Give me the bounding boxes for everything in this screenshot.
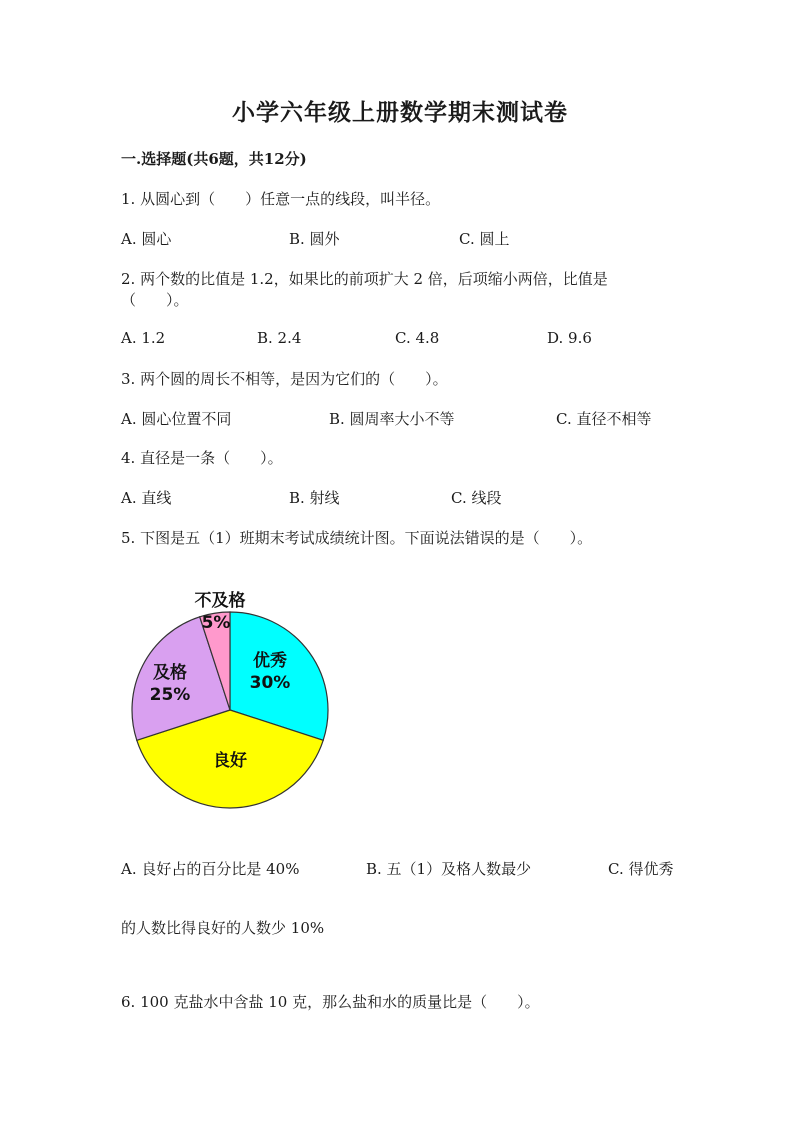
question-5: 5. 下图是五（1）班期末考试成绩统计图。下面说法错误的是（ ）。 xyxy=(121,529,593,547)
pie-label-3: 不及格 xyxy=(194,591,246,611)
q2-option-a: A. 1.2 xyxy=(121,329,166,347)
q5-option-c-cont: 的人数比得良好的人数少 10% xyxy=(121,919,325,937)
q1-option-a: A. 圆心 xyxy=(121,230,172,248)
pie-chart xyxy=(120,586,340,818)
q4-option-b: B. 射线 xyxy=(289,489,340,507)
q4-option-c: C. 线段 xyxy=(451,489,502,507)
pie-value-label-2: 25% xyxy=(149,685,191,705)
q2-option-d: D. 9.6 xyxy=(547,329,592,347)
q5-option-a: A. 良好占的百分比是 40% xyxy=(121,860,300,878)
q2-option-c: C. 4.8 xyxy=(395,329,440,347)
q5-option-b: B. 五（1）及格人数最少 xyxy=(366,860,532,878)
q2-option-b: B. 2.4 xyxy=(257,329,302,347)
question-3: 3. 两个圆的周长不相等，是因为它们的（ ）。 xyxy=(121,370,448,388)
pie-value-label-0: 30% xyxy=(249,673,291,693)
page-title: 小学六年级上册数学期末测试卷 xyxy=(232,99,568,126)
section-heading: 一.选择题(共6题，共12分) xyxy=(121,150,307,168)
question-6: 6. 100 克盐水中含盐 10 克，那么盐和水的质量比是（ ）。 xyxy=(121,993,540,1011)
q3-option-c: C. 直径不相等 xyxy=(556,410,652,428)
q3-option-b: B. 圆周率大小不等 xyxy=(329,410,455,428)
question-2-cont: （ ）。 xyxy=(121,291,189,309)
pie-label-2: 及格 xyxy=(153,663,187,683)
question-1: 1. 从圆心到（ ）任意一点的线段，叫半径。 xyxy=(121,190,441,208)
q1-option-c: C. 圆上 xyxy=(459,230,510,248)
q5-option-c: C. 得优秀 xyxy=(608,860,674,878)
pie-label-1: 良好 xyxy=(213,751,247,771)
q4-option-a: A. 直线 xyxy=(121,489,172,507)
pie-label-0: 优秀 xyxy=(253,651,287,671)
q1-option-b: B. 圆外 xyxy=(289,230,340,248)
question-4: 4. 直径是一条（ ）。 xyxy=(121,449,283,467)
q3-option-a: A. 圆心位置不同 xyxy=(121,410,232,428)
pie-value-label-3: 5% xyxy=(201,613,231,633)
question-2: 2. 两个数的比值是 1.2，如果比的前项扩大 2 倍，后项缩小两倍，比值是 xyxy=(121,270,608,288)
